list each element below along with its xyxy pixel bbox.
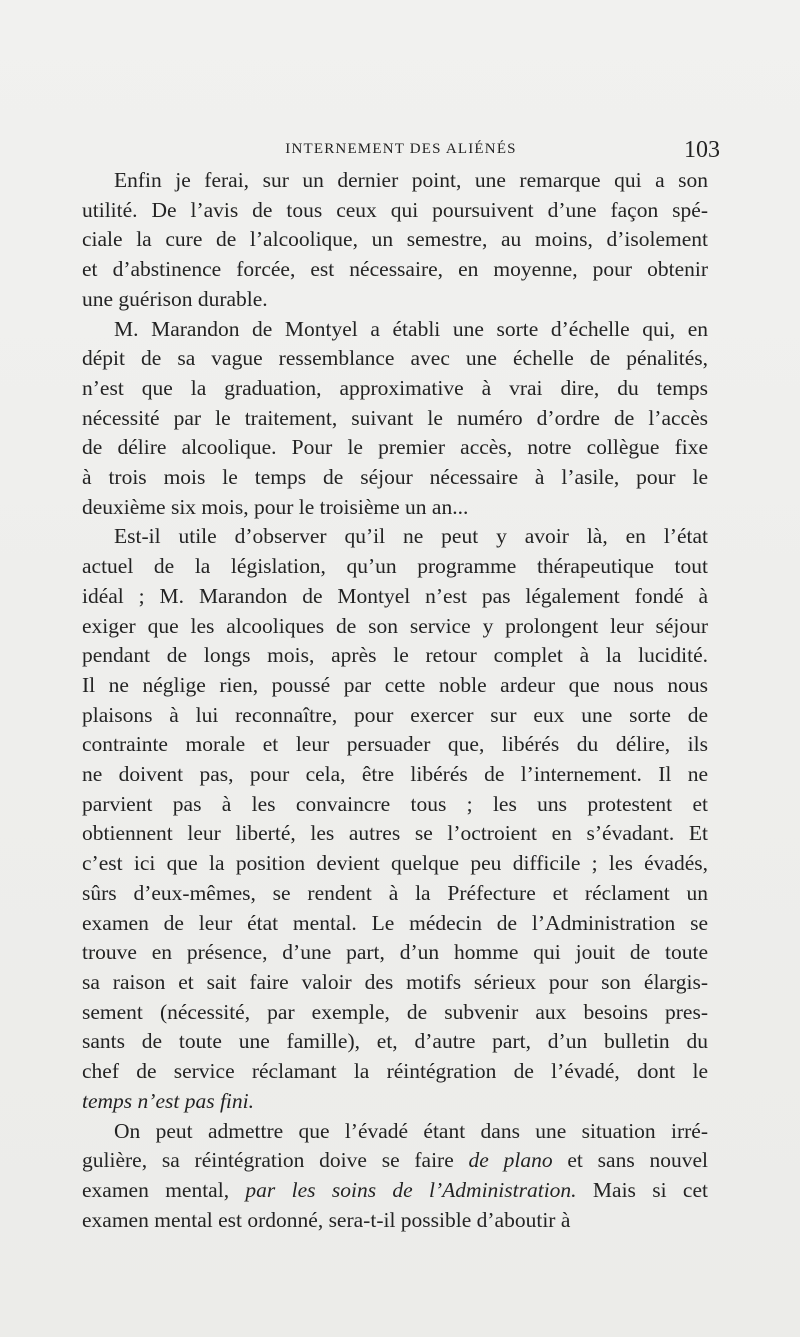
- text-line: trouve en présence, d’une part, d’un homme qui jouit de toute: [82, 940, 708, 965]
- text-line: actuel de la législation, qu’un programme thérapeutique tout: [82, 554, 708, 579]
- text-line: sa raison et sait faire valoir des motifs sérieux pour son élargis-: [82, 969, 708, 994]
- text-line: de délire alcoolique. Pour le premier accès, notre collègue fixe: [82, 435, 708, 460]
- text-line: plaisons à lui reconnaître, pour exercer sur eux une sorte de: [82, 702, 708, 727]
- text-segment: examen mental,: [82, 1177, 230, 1202]
- text-line: [82, 1176, 708, 1206]
- text-segment: Mais si cet: [576, 1177, 708, 1202]
- paragraph-3: [82, 522, 708, 1116]
- text-segment: et sans nouvel: [552, 1148, 708, 1173]
- text-line: examen de leur état mental. Le médecin de l’Administration se: [82, 910, 708, 935]
- text-line: ciale la cure de l’alcoolique, un semestre, au moins, d’isolement: [82, 227, 708, 252]
- text-line: sûrs d’eux-mêmes, se rendent à la Préfecture et réclament un: [82, 880, 708, 905]
- text-line: Il ne néglige rien, poussé par cette noble ardeur que nous nous: [82, 672, 708, 697]
- text-line: une guérison durable.: [82, 286, 268, 311]
- text-line: et d’abstinence forcée, est nécessaire, en moyenne, pour obtenir: [82, 257, 708, 282]
- text-line: utilité. De l’avis de tous ceux qui poursuivent d’une façon spé-: [82, 197, 708, 222]
- text-line: n’est que la graduation, approximative à vrai dire, du temps: [82, 375, 708, 400]
- text-line: deuxième six mois, pour le troisième un an...: [82, 494, 469, 519]
- text-line: On peut admettre que l’évadé étant dans une situation irré-: [114, 1118, 708, 1143]
- body-text: [82, 166, 708, 1235]
- text-line: idéal ; M. Marandon de Montyel n’est pas légalement fondé à: [82, 583, 708, 608]
- text-line: dépit de sa vague ressemblance avec une échelle de pénalités,: [82, 346, 708, 371]
- text-line: pendant de longs mois, après le retour complet à la lucidité.: [82, 643, 708, 668]
- page-number: 103: [684, 137, 720, 163]
- text-segment: gulière, sa réintégration doive se faire: [82, 1148, 454, 1173]
- text-line: c’est ici que la position devient quelque peu difficile ; les évadés,: [82, 851, 708, 876]
- text-line: [82, 1146, 708, 1176]
- text-line: Est-il utile d’observer qu’il ne peut y avoir là, en l’état: [114, 524, 708, 549]
- paragraph-1: [82, 166, 708, 315]
- text-line: exiger que les alcooliques de son service y prolongent leur séjour: [82, 613, 708, 638]
- text-line: examen mental est ordonné, sera-t-il possible d’aboutir à: [82, 1207, 571, 1232]
- running-title: INTERNEMENT DES ALIÉNÉS: [285, 141, 517, 157]
- text-line: obtiennent leur liberté, les autres se l’octroient en s’évadant. Et: [82, 821, 708, 846]
- text-line: M. Marandon de Montyel a établi une sorte d’échelle qui, en: [114, 316, 708, 341]
- text-line: nécessité par le traitement, suivant le numéro d’ordre de l’accès: [82, 405, 708, 430]
- italic-phrase: par les soins de l’Administration.: [245, 1177, 577, 1202]
- text-line: [82, 1087, 708, 1117]
- text-line: parvient pas à les convaincre tous ; les uns protestent et: [82, 791, 708, 816]
- text-line: à trois mois le temps de séjour nécessaire à l’asile, pour le: [82, 465, 708, 490]
- italic-phrase: de plano: [468, 1148, 553, 1173]
- paragraph-2: [82, 315, 708, 523]
- text-line: Enfin je ferai, sur un dernier point, une remarque qui a son: [114, 168, 708, 192]
- text-line: sement (nécessité, par exemple, de subvenir aux besoins pres-: [82, 999, 708, 1024]
- text-line: sants de toute une famille), et, d’autre part, d’un bulletin du: [82, 1029, 708, 1054]
- text-line: chef de service réclamant la réintégration de l’évadé, dont le: [82, 1059, 708, 1084]
- running-head: [82, 137, 720, 165]
- paragraph-4: [82, 1117, 708, 1236]
- italic-phrase: temps n’est pas fini.: [82, 1088, 254, 1113]
- text-line: contrainte morale et leur persuader que, libérés du délire, ils: [82, 732, 708, 757]
- text-line: ne doivent pas, pour cela, être libérés de l’internement. Il ne: [82, 762, 708, 787]
